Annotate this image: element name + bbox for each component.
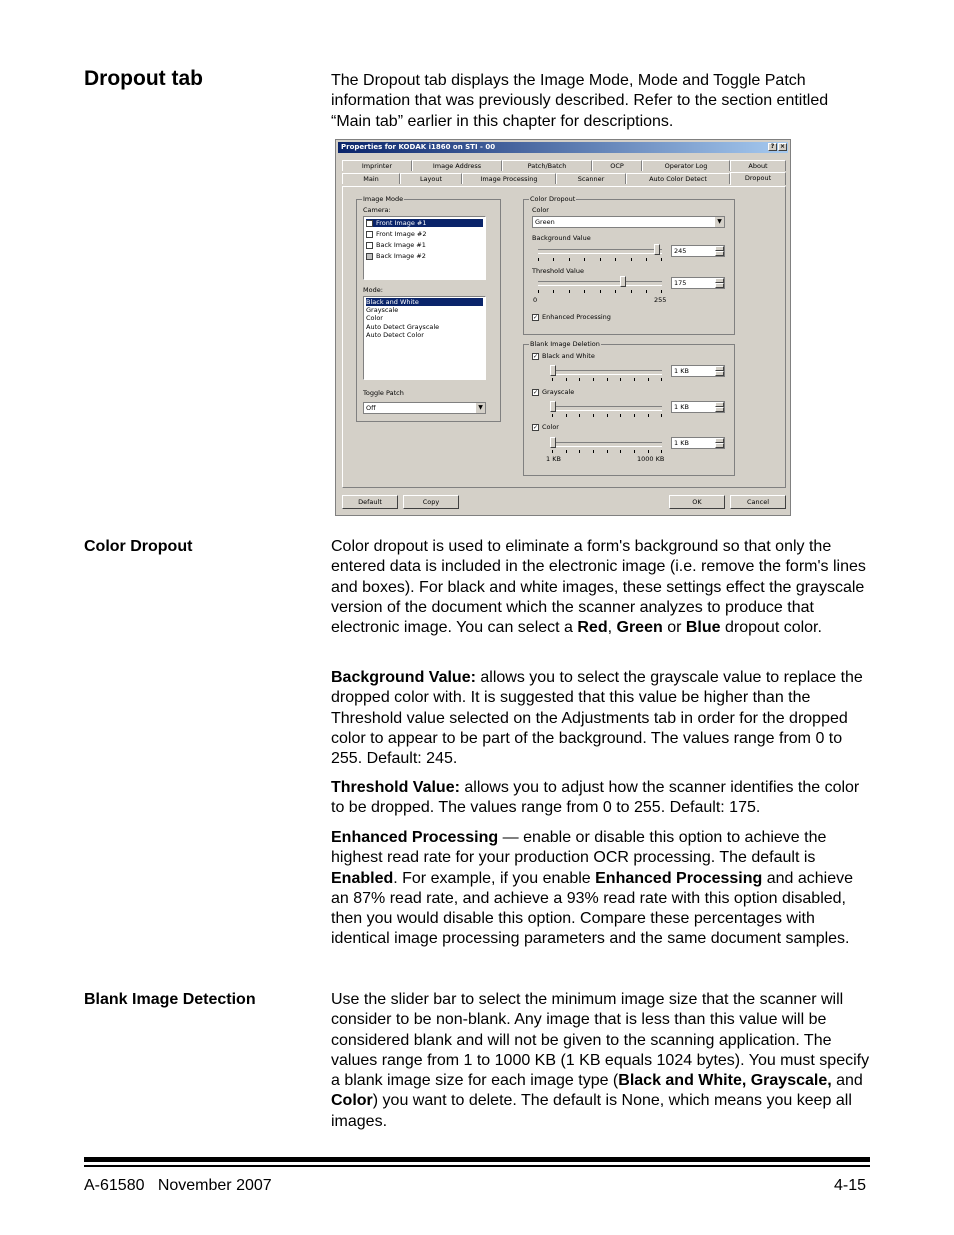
checkbox-icon[interactable] — [366, 231, 373, 238]
color-dropout-heading: Color Dropout — [84, 538, 193, 555]
bw-slider-track[interactable] — [552, 370, 662, 375]
spin-down-icon[interactable] — [715, 283, 724, 288]
threshold-value-spinner[interactable]: 175 — [671, 277, 725, 289]
color-select[interactable]: Green ▼ — [532, 216, 725, 228]
blank-range-min-label: 1 KB — [546, 455, 561, 463]
blank-image-heading: Blank Image Detection — [84, 991, 256, 1008]
tab-row-2 — [342, 173, 786, 184]
enhanced-processing-paragraph: Enhanced Processing — enable or disable this option to achieve the highest read rate for your production OCR processing. The default is Enabled. For example, if you enable Enhanced Processing and achieve an 87% read rate, and achieve a 93% read rate with this option disabled, then you would disable this option. Compare these percentages with identical image processing parameters and the same document samples. — [331, 829, 854, 948]
chevron-down-icon[interactable]: ▼ — [714, 217, 724, 227]
mode-item[interactable]: Color — [366, 314, 383, 322]
tab-patch-batch[interactable]: Patch/Batch — [502, 160, 592, 171]
tab-about[interactable]: About — [730, 160, 786, 171]
mode-item[interactable]: Grayscale — [366, 306, 399, 314]
image-mode-group — [356, 195, 501, 422]
footer-rule-thin — [84, 1165, 870, 1167]
bw-slider-ticks — [552, 378, 662, 381]
spin-down-icon[interactable] — [715, 251, 724, 256]
threshold-slider-thumb[interactable] — [620, 276, 626, 287]
bw-slider-thumb[interactable] — [550, 365, 556, 376]
section-title: Dropout tab — [84, 67, 203, 90]
default-button[interactable]: Default — [342, 495, 398, 509]
color-checkbox[interactable]: ✓ Color — [533, 423, 559, 431]
bw-checkbox[interactable]: ✓ Black and White — [533, 352, 595, 360]
camera-label: Camera: — [363, 206, 391, 214]
blank-range-max-label: 1000 KB — [637, 455, 665, 463]
background-slider-track[interactable] — [538, 249, 662, 254]
range-min-label: 0 — [533, 296, 538, 304]
threshold-slider-track[interactable] — [538, 281, 662, 286]
color-slider-ticks — [552, 450, 662, 453]
grayscale-slider-ticks — [552, 414, 662, 417]
dialog-titlebar — [338, 142, 788, 153]
color-dropout-paragraph: Color dropout is used to eliminate a form's background so that only the entered data is included in the electronic image (i.e. remove the form's lines and boxes). For black and white images, these settings effect the grayscale version of the document which the scanner analyzes to produce that electronic image. You can select a Red, Green or Blue dropout color. — [331, 538, 866, 637]
threshold-value-paragraph: Threshold Value: allows you to adjust how the scanner identifies the color to be dropped. The values range from 0 to 255. Default: 175. — [331, 779, 860, 817]
threshold-value-label: Threshold Value — [532, 267, 584, 275]
tab-auto-color-detect[interactable]: Auto Color Detect — [626, 173, 730, 184]
footer-page-number: 4-15 — [833, 1177, 866, 1194]
color-dropout-label: Color Dropout — [530, 195, 576, 203]
properties-dialog-screenshot — [335, 139, 791, 516]
tab-imprinter[interactable]: Imprinter — [342, 160, 412, 171]
mode-label: Mode: — [363, 286, 383, 294]
tab-operator-log[interactable]: Operator Log — [642, 160, 730, 171]
checkbox-checked-icon[interactable]: ✓ — [533, 388, 539, 396]
background-value-spinner[interactable]: 245 — [671, 245, 725, 257]
tab-dropout[interactable]: Dropout — [730, 172, 786, 185]
tab-ocp[interactable]: OCP — [592, 160, 642, 171]
spin-down-icon[interactable] — [715, 443, 724, 448]
grayscale-slider-thumb[interactable] — [550, 401, 556, 412]
blank-image-label: Blank Image Deletion — [530, 340, 600, 348]
checkbox-disabled-icon[interactable] — [366, 253, 373, 260]
color-slider-thumb[interactable] — [550, 437, 556, 448]
camera-item[interactable]: Front Image #2 — [366, 230, 427, 238]
spin-down-icon[interactable] — [715, 407, 724, 412]
tab-layout[interactable]: Layout — [400, 173, 462, 184]
mode-item[interactable]: Auto Detect Grayscale — [366, 323, 440, 331]
background-value-paragraph: Background Value: allows you to select the grayscale value to replace the dropped color with. It is suggested that this value be higher than the Threshold value selected on the Adjustments tab in order for the dropped color to appear to be part of the background. The values range from 0 to 255. Default: 245. — [331, 669, 863, 768]
threshold-slider-ticks — [538, 290, 662, 293]
checkbox-checked-icon[interactable]: ✓ — [533, 352, 539, 360]
background-slider-thumb[interactable] — [654, 244, 660, 255]
toggle-patch-label: Toggle Patch — [363, 389, 404, 397]
grayscale-slider-track[interactable] — [552, 406, 662, 411]
intro-paragraph: The Dropout tab displays the Image Mode, Mode and Toggle Patch information that was previously described. Refer to the section entitled “Main tab” earlier in this chapter for descriptions. — [331, 72, 829, 130]
background-slider-ticks — [538, 258, 662, 261]
bw-size-spinner[interactable]: 1 KB — [671, 365, 725, 377]
dropout-panel — [342, 186, 786, 488]
tab-scanner[interactable]: Scanner — [556, 173, 626, 184]
blank-image-paragraph: Use the slider bar to select the minimum image size that the scanner will consider to be non-blank. Any image that is less than this value will be considered blank and will not be given to the scanning application. The values range from 1 to 1000 KB (1 KB equals 1024 bytes). You must specify a blank image size for each image type (Black and White, Grayscale, and Color) you want to delete. The default is None, which means you keep all images. — [331, 991, 870, 1130]
copy-button[interactable]: Copy — [403, 495, 459, 509]
range-max-label: 255 — [654, 296, 667, 304]
color-size-spinner[interactable]: 1 KB — [671, 437, 725, 449]
checkbox-icon[interactable] — [366, 242, 373, 249]
footer-rule-thick — [84, 1157, 870, 1162]
tab-row-1 — [342, 160, 786, 171]
help-icon[interactable]: ? — [768, 143, 777, 151]
image-mode-label: Image Mode — [363, 195, 404, 203]
camera-item[interactable]: ✓ Front Image #1 — [366, 219, 483, 227]
color-dropout-group — [523, 195, 735, 335]
checkbox-checked-icon[interactable]: ✓ — [533, 313, 539, 321]
footer-doc-id: A-61580 November 2007 — [84, 1177, 272, 1194]
tab-image-address[interactable]: Image Address — [412, 160, 502, 171]
grayscale-checkbox[interactable]: ✓ Grayscale — [533, 388, 575, 396]
spin-down-icon[interactable] — [715, 371, 724, 376]
ok-button[interactable]: OK — [669, 495, 725, 509]
chevron-down-icon[interactable]: ▼ — [475, 403, 485, 413]
close-icon[interactable]: × — [779, 143, 786, 150]
camera-item[interactable]: Back Image #1 — [366, 241, 426, 249]
mode-item[interactable]: Black and White — [366, 298, 483, 306]
color-slider-track[interactable] — [552, 442, 662, 447]
tab-main[interactable]: Main — [342, 173, 400, 184]
mode-item[interactable]: Auto Detect Color — [366, 331, 424, 339]
tab-image-processing[interactable]: Image Processing — [462, 173, 556, 184]
camera-list[interactable] — [363, 216, 486, 280]
enhanced-processing-checkbox[interactable]: ✓ Enhanced Processing — [533, 313, 611, 321]
dialog-title: Properties for KODAK i1860 on STI - 00 — [341, 143, 496, 151]
color-label: Color — [532, 206, 549, 214]
cancel-button[interactable]: Cancel — [730, 495, 786, 509]
checkbox-checked-icon[interactable]: ✓ — [367, 219, 373, 227]
camera-item[interactable]: Back Image #2 — [366, 252, 426, 260]
toggle-patch-select[interactable]: Off ▼ — [363, 402, 486, 414]
checkbox-checked-icon[interactable]: ✓ — [533, 423, 539, 431]
blank-image-group — [523, 340, 735, 476]
grayscale-size-spinner[interactable]: 1 KB — [671, 401, 725, 413]
background-value-label: Background Value — [532, 234, 591, 242]
mode-list[interactable] — [363, 296, 486, 380]
